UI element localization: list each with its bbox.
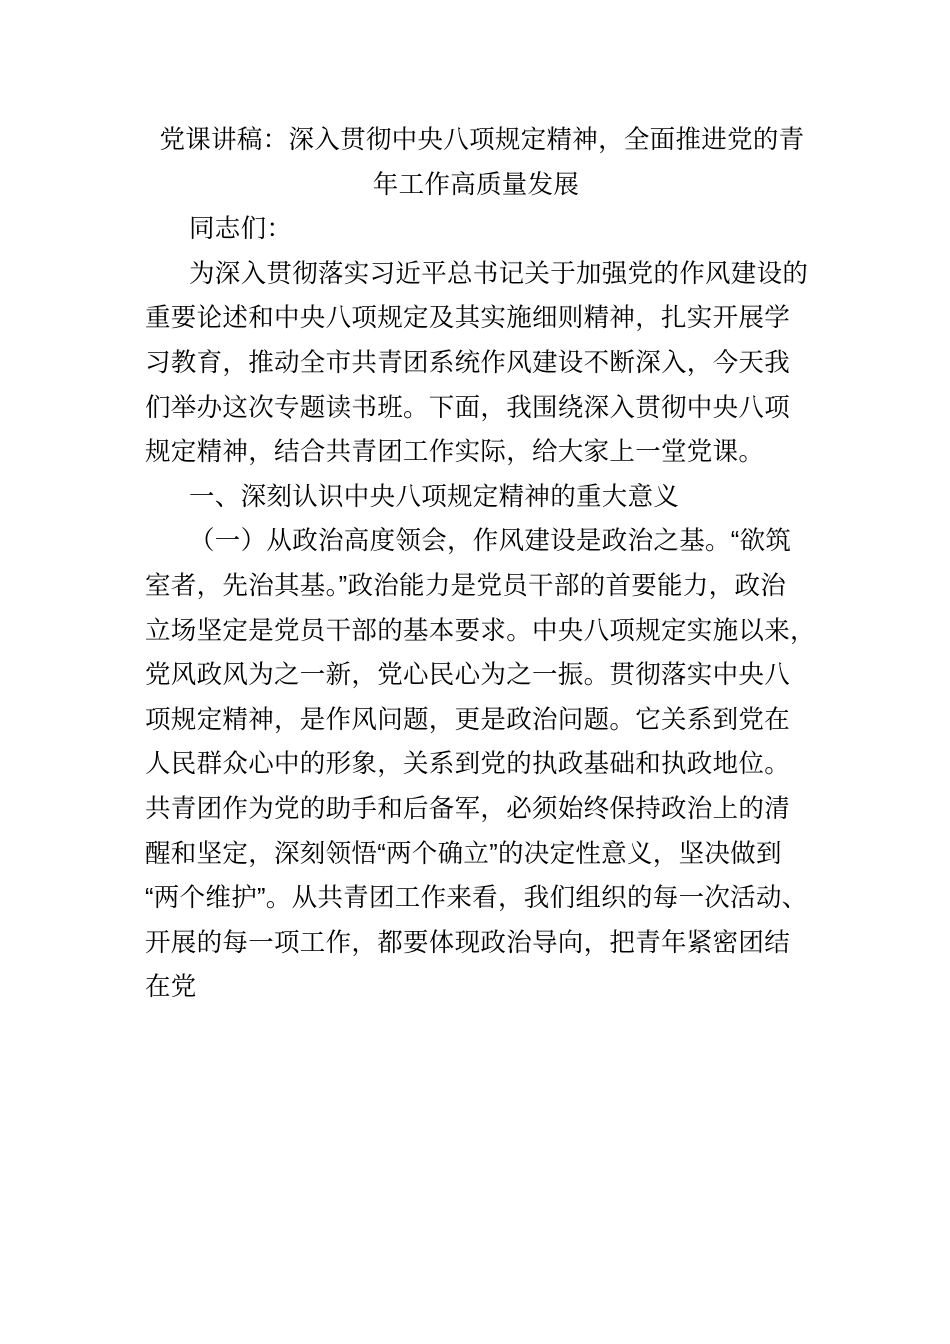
paragraph-line: 室者，先治其基。”政治能力是党员干部的首要能力，政治: [145, 571, 787, 600]
paragraph-line: 立场坚定是党员干部的基本要求。中央八项规定实施以来，: [145, 616, 816, 645]
paragraph-line: 项规定精神，是作风问题，更是政治问题。它关系到党在: [145, 705, 791, 734]
paragraph-line: 党风政风为之一新，党心民心为之一振。贯彻落实中央八: [145, 661, 791, 690]
paragraph-line: “两个维护”。从共青团工作来看，我们组织的每一次活动、: [145, 884, 808, 913]
paragraph-line: （一）从政治高度领会，作风建设是政治之基。“欲筑: [189, 527, 792, 556]
paragraph-line: 们举办这次专题读书班。下面，我围绕深入贯彻中央八项: [145, 393, 791, 422]
subsection-paragraph: [145, 519, 816, 1010]
paragraph-line: 重要论述和中央八项规定及其实施细则精神，扎实开展学: [145, 304, 791, 333]
intro-paragraph: [145, 252, 807, 475]
document-page: [145, 118, 816, 1010]
paragraph-line: 规定精神，结合共青团工作实际，给大家上一堂党课。: [145, 438, 765, 467]
paragraph-line: 在党: [145, 973, 197, 1002]
paragraph-line: 为深入贯彻落实习近平总书记关于加强党的作风建设的: [189, 259, 809, 288]
paragraph-line: 共青团作为党的助手和后备军，必须始终保持政治上的清: [145, 794, 791, 823]
document-title-line-1: 党课讲稿：深入贯彻中央八项规定精神，全面推进党的青: [159, 126, 805, 154]
paragraph-line: 习教育，推动全市共青团系统作风建设不断深入，今天我: [145, 348, 791, 377]
paragraph-line: 醒和坚定，深刻领悟“两个确立”的决定性意义，坚决做到: [145, 839, 782, 868]
document-title-line-2: 年工作高质量发展: [372, 170, 580, 199]
salutation: 同志们：: [189, 215, 293, 244]
section-heading: 一、深刻认识中央八项规定精神的重大意义: [189, 482, 680, 511]
paragraph-line: 开展的每一项工作，都要体现政治导向，把青年紧密团结: [145, 928, 791, 957]
paragraph-line: 人民群众心中的形象，关系到党的执政基础和执政地位。: [145, 750, 791, 779]
